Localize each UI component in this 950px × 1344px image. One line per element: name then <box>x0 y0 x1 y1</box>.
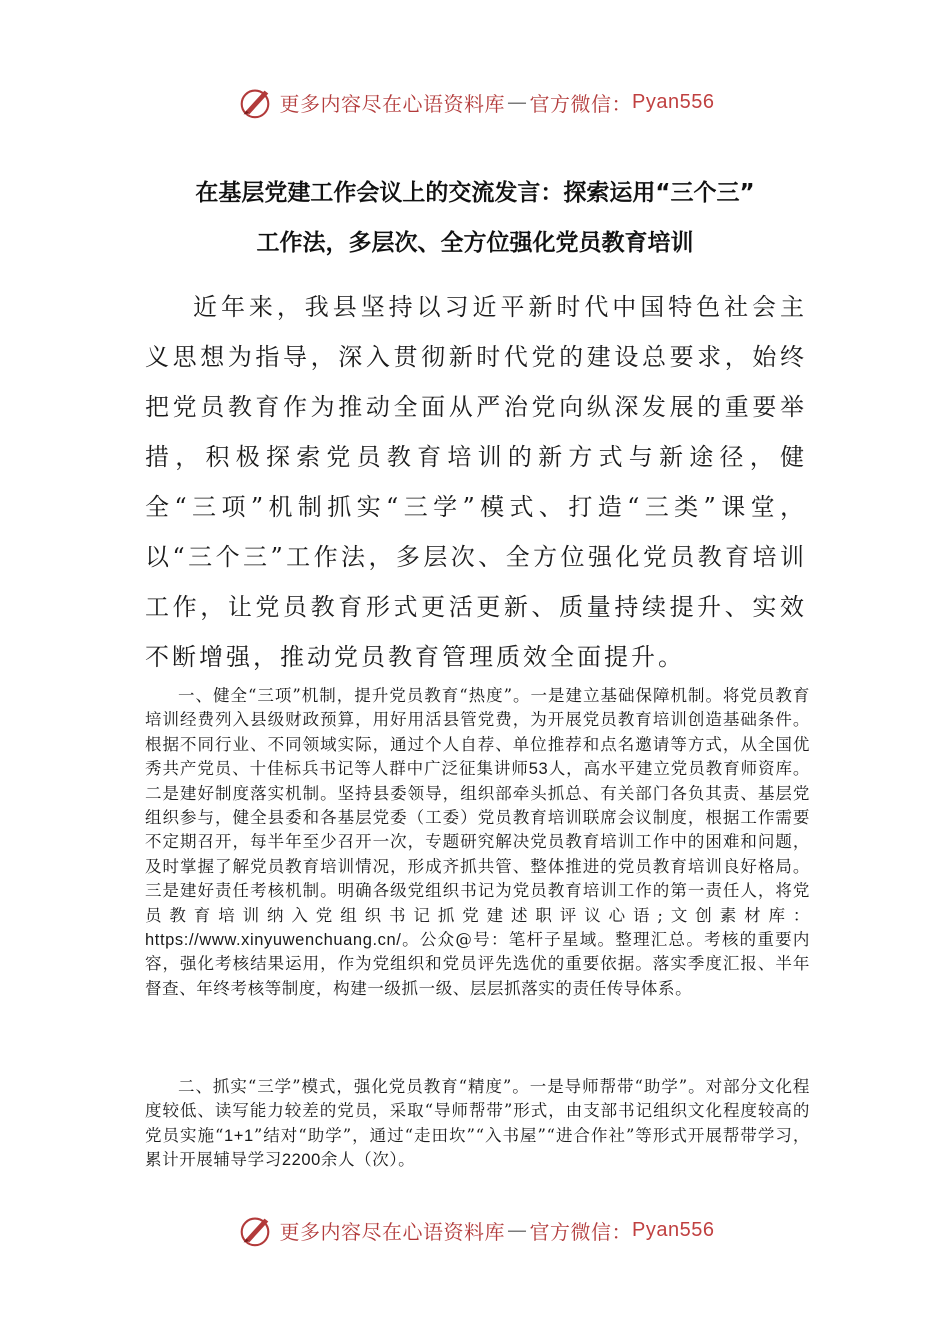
banner-label: 官方微信： <box>529 1219 633 1244</box>
section-2-text-b: ”结对“助学”，通过“走田坎”“入书屋”“进合作社”等形式开展帮带学习，累计开展辅导学习 <box>145 1125 810 1170</box>
section-2-text-a: 二、抓实“三学”模式，强化党员教育“精度”。一是导师帮带“助学”。对部分文化程度较低、读写能力较差的党员，采取“导师帮带”形式，由支部书记组织文化程度较高的党员实施“ <box>145 1077 810 1145</box>
section-2-text-c: 余人（次）。 <box>320 1150 416 1170</box>
section-1-paragraph <box>145 684 810 1001</box>
banner-text: 更多内容尽在心语资料库 <box>279 1219 506 1244</box>
section-1-number: 53 <box>528 760 549 779</box>
section-2-paragraph <box>145 1075 810 1173</box>
header-banner <box>0 82 950 122</box>
pen-circle-icon <box>236 1211 274 1249</box>
banner-label: 官方微信： <box>529 91 633 116</box>
title-line-2: 工作法，多层次、全方位强化党员教育培训 <box>256 230 694 256</box>
banner-separator: — <box>507 90 528 114</box>
section-1-text-a: 一、健全“三项”机制，提升党员教育“热度”。一是建立基础保障机制。将党员教育培训经费列入县级财政预算，用好用活县管党费，为开展党员教育培训创造基础条件。根据不同行业、不同领域实际，通过个人自荐、单位推荐和点名邀请等方式，从全国优秀共产党员、十佳标兵书记等人群中广泛征集讲师 <box>145 686 810 779</box>
pen-circle-icon <box>236 83 274 121</box>
document-title <box>140 168 810 268</box>
section-2-number: 2200 <box>281 1151 321 1170</box>
lead-paragraph: 近年来，我县坚持以习近平新时代中国特色社会主义思想为指导，深入贯彻新时代党的建设总要求，始终把党员教育作为推动全面从严治党向纵深发展的重要举措，积极探索党员教育培训的新方式与新途径，健全“三项”机制抓实“三学”模式、打造“三类”课堂，以“三个三”工作法，多层次、全方位强化党员教育培训工作，让党员教育形式更活更新、质量持续提升、实效不断增强，推动党员教育管理质效全面提升。 <box>145 293 807 671</box>
banner-handle: Pyan556 <box>632 1218 715 1241</box>
section-1-text-b: 人，高水平建立党员教育师资库。二是建好制度落实机制。坚持县委领导，组织部牵头抓总、有关部门各负其责、基层党组织参与，健全县委和各基层党委（工委）党员教育培训联席会议制度，根据工作需要不定期召开，每半年至少召开一次，专题研究解决党员教育培训工作中的困难和问题，及时掌握了解党员教育培训情况，形成齐抓共管、整体推进的党员教育培训良好格局。三是建好责任考核机制。明确各级党组织书记为党员教育培训工作的第一责任人，将党员教育培训纳入党组织书记抓党建述职评议心语;文创素材库： <box>145 759 811 925</box>
section-1-url: https://www.xinyuwenchuang.cn/ <box>145 931 402 950</box>
footer-banner <box>0 1210 950 1250</box>
section-1-text-c: 。公众@号：笔杆子星域。整理汇总。考核的重要内容，强化考核结果运用，作为党组织和党员评先选优的重要依据。落实季度汇报、半年督查、年终考核等制度，构建一级抓一级、层层抓落实的责任传导体系。 <box>145 930 810 998</box>
title-line-1: 在基层党建工作会议上的交流发言：探索运用“三个三” <box>195 180 755 206</box>
banner-handle: Pyan556 <box>632 90 715 113</box>
section-2-pair: 1+1 <box>224 1126 254 1145</box>
banner-separator: — <box>507 1218 528 1242</box>
banner-text: 更多内容尽在心语资料库 <box>279 91 506 116</box>
